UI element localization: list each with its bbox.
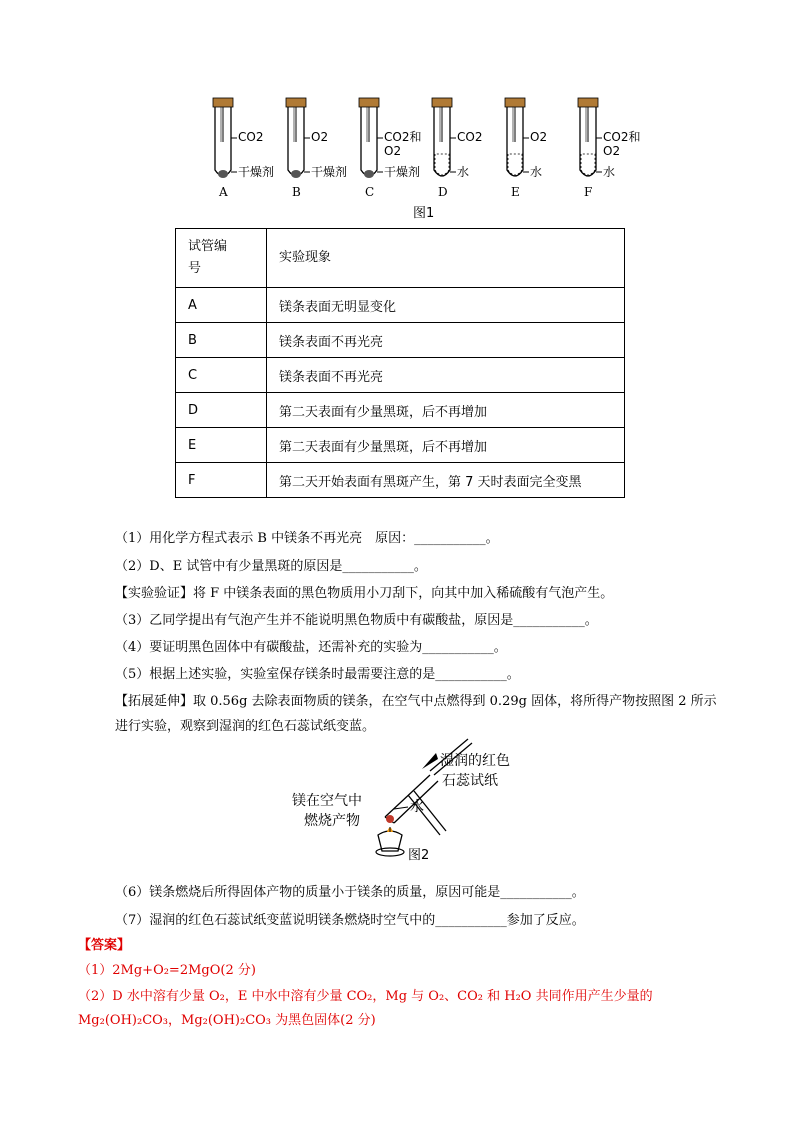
- tube-letter: C: [365, 185, 375, 199]
- tube-gas-label: CO2: [238, 130, 264, 144]
- test-tube-f: [578, 98, 640, 199]
- table-row: [176, 288, 625, 323]
- table-row: [176, 358, 625, 393]
- tube-letter: F: [584, 185, 593, 199]
- fig2-label-product-2: 燃烧产物: [304, 813, 360, 829]
- row-id: C: [176, 358, 267, 393]
- tube-letter: B: [292, 185, 301, 199]
- tube-bottom-label: 水: [603, 165, 616, 179]
- tube-gas-label: O2: [530, 130, 548, 144]
- header-tube-number: [176, 229, 267, 288]
- test-tube-d: [432, 98, 482, 199]
- row-phenomenon: 第二天开始表面有黑斑产生，第 7 天时表面完全变黑: [267, 463, 625, 498]
- table-header-row: [176, 229, 625, 288]
- extension-line-2: 进行实验，观察到湿润的红色石蕊试纸变蓝。: [115, 719, 376, 734]
- row-phenomenon: 第二天表面有少量黑斑，后不再增加: [267, 428, 625, 463]
- figure-2-apparatus: [290, 735, 520, 863]
- question-6: （6）镁条燃烧后所得固体产物的质量小于镁条的质量，原因可能是___________。: [115, 885, 585, 900]
- tube-bottom-label: 干燥剂: [238, 165, 275, 179]
- table-row: [176, 463, 625, 498]
- tube-bottom-label: 干燥剂: [311, 165, 348, 179]
- tube-letter: E: [511, 185, 520, 199]
- test-tube-b: [286, 98, 347, 199]
- tube-gas-label: CO2: [457, 130, 483, 144]
- header-phenomenon: 实验现象: [267, 229, 625, 288]
- fig2-label-paper-2: 石蕊试纸: [442, 773, 498, 789]
- fig2-label-paper-1: 湿润的红色: [440, 753, 510, 769]
- table-row: [176, 393, 625, 428]
- figure-1-caption: 图1: [413, 206, 435, 221]
- tube-gas-label-2: O2: [384, 144, 402, 158]
- tube-letter: A: [219, 185, 228, 199]
- row-id: D: [176, 393, 267, 428]
- row-phenomenon: 镁条表面不再光亮: [267, 358, 625, 393]
- extension-line-1: 【拓展延伸】取 0.56g 去除表面物质的镁条，在空气中点燃得到 0.29g 固体，将所得产物按照图 2 所示: [115, 694, 717, 709]
- test-tube-a: [213, 98, 274, 199]
- question-1: （1）用化学方程式表示 B 中镁条不再光亮 原因：___________。: [115, 531, 499, 546]
- row-phenomenon: 镁条表面不再光亮: [267, 323, 625, 358]
- row-phenomenon: 第二天表面有少量黑斑，后不再增加: [267, 393, 625, 428]
- tube-gas-label: CO2和: [384, 130, 422, 144]
- row-id: E: [176, 428, 267, 463]
- tube-gas-label: O2: [311, 130, 329, 144]
- tube-gas-label: CO2和: [603, 130, 641, 144]
- tube-letter: D: [438, 185, 448, 199]
- row-id: A: [176, 288, 267, 323]
- row-id: B: [176, 323, 267, 358]
- experiment-table: [175, 228, 625, 498]
- question-3: （3）乙同学提出有气泡产生并不能说明黑色物质中有碳酸盐，原因是___________。: [115, 613, 598, 628]
- tube-bottom-label: 水: [530, 165, 543, 179]
- tube-gas-label-2: O2: [603, 144, 621, 158]
- row-phenomenon: 镁条表面无明显变化: [267, 288, 625, 323]
- header-tube-number-line2: 号: [188, 261, 202, 276]
- tube-bottom-label: 水: [457, 165, 470, 179]
- test-tube-c: [359, 98, 421, 199]
- figure-2-caption: 图2: [408, 848, 430, 863]
- answer-heading: 【答案】: [78, 938, 131, 953]
- question-4: （4）要证明黑色固体中有碳酸盐，还需补充的实验为___________。: [115, 640, 507, 655]
- answer-2-line-1: （2）D 水中溶有少量 O₂，E 中水中溶有少量 CO₂，Mg 与 O₂、CO₂ 和 H₂O 共同作用产生少量的: [78, 989, 653, 1004]
- test-tube-e: [505, 98, 547, 199]
- tube-bottom-label: 干燥剂: [384, 165, 421, 179]
- fig2-label-product-1: 镁在空气中: [292, 793, 362, 809]
- table-row: [176, 428, 625, 463]
- header-tube-number-line1: 试管编: [188, 239, 228, 254]
- fig2-label-water: 水: [410, 799, 424, 815]
- question-7: （7）湿润的红色石蕊试纸变蓝说明镁条燃烧时空气中的___________参加了反应。: [115, 913, 585, 928]
- question-5: （5）根据上述实验，实验室保存镁条时最需要注意的是___________。: [115, 667, 520, 682]
- answer-1: （1）2Mg+O₂=2MgO(2 分): [78, 963, 256, 978]
- table-row: [176, 323, 625, 358]
- answer-2-line-2: Mg₂(OH)₂CO₃，Mg₂(OH)₂CO₃ 为黑色固体(2 分): [78, 1013, 376, 1028]
- row-id: F: [176, 463, 267, 498]
- figure-1-test-tubes: [205, 92, 641, 222]
- question-2: （2）D、E 试管中有少量黑斑的原因是___________。: [115, 559, 427, 574]
- experiment-verification: 【实验验证】将 F 中镁条表面的黑色物质用小刀刮下，向其中加入稀硫酸有气泡产生。: [115, 586, 614, 601]
